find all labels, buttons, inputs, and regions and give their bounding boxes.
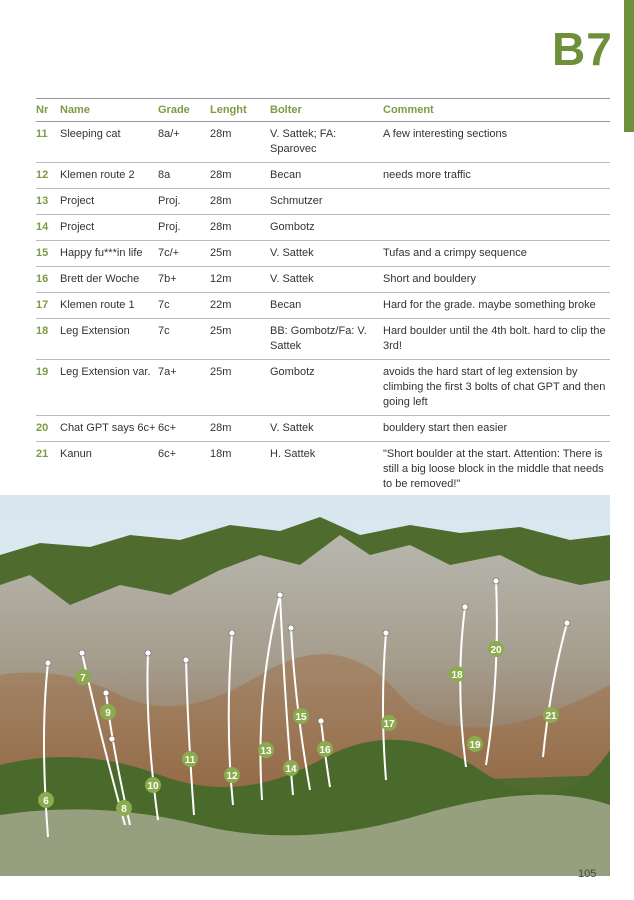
- table-row: [36, 416, 610, 442]
- route-comment: avoids the hard start of leg extension by climbing the first 3 bolts of chat GPT and then going left: [383, 360, 610, 416]
- svg-text:16: 16: [319, 745, 331, 756]
- route-name: Project: [60, 215, 158, 241]
- table-row: [36, 442, 610, 498]
- route-grade: 6c+: [158, 416, 210, 442]
- route-marker-12: [224, 767, 240, 783]
- route-marker-8: [116, 800, 132, 816]
- route-name: Leg Extension var.: [60, 360, 158, 416]
- route-marker-18: [449, 666, 465, 682]
- route-length: 25m: [210, 360, 270, 416]
- route-nr: 20: [36, 416, 60, 442]
- route-marker-19: [467, 736, 483, 752]
- route-marker-13: [258, 742, 274, 758]
- route-name: Klemen route 1: [60, 293, 158, 319]
- route-name: Klemen route 2: [60, 163, 158, 189]
- page-number: 105: [578, 868, 597, 880]
- route-grade: 7b+: [158, 267, 210, 293]
- route-nr: 12: [36, 163, 60, 189]
- route-grade: 7a+: [158, 360, 210, 416]
- svg-text:19: 19: [469, 740, 481, 751]
- table-row: [36, 241, 610, 267]
- route-length: 22m: [210, 293, 270, 319]
- route-length: 12m: [210, 267, 270, 293]
- route-bolter: V. Sattek: [270, 416, 383, 442]
- route-comment: Tufas and a crimpy sequence: [383, 241, 610, 267]
- route-bolter: Gombotz: [270, 360, 383, 416]
- route-bolter: Becan: [270, 293, 383, 319]
- route-bolter: V. Sattek: [270, 241, 383, 267]
- svg-text:15: 15: [295, 712, 307, 723]
- route-length: 28m: [210, 122, 270, 163]
- route-comment: Short and bouldery: [383, 267, 610, 293]
- svg-text:6: 6: [43, 796, 49, 807]
- route-grade: Proj.: [158, 215, 210, 241]
- route-marker-16: [317, 741, 333, 757]
- table-row: [36, 215, 610, 241]
- route-comment: "Short boulder at the start. Attention: There is still a big loose block in the middle that needs to be removed!": [383, 442, 610, 498]
- route-nr: 17: [36, 293, 60, 319]
- route-marker-21: [543, 707, 559, 723]
- route-nr: 13: [36, 189, 60, 215]
- route-marker-20: [488, 641, 504, 657]
- route-comment: Hard boulder until the 4th bolt. hard to clip the 3rd!: [383, 319, 610, 360]
- route-grade: 7c: [158, 319, 210, 360]
- route-bolter: H. Sattek: [270, 442, 383, 498]
- table-row: [36, 360, 610, 416]
- route-comment: [383, 215, 610, 241]
- route-name: Happy fu***in life: [60, 241, 158, 267]
- table-header-row: [36, 99, 610, 122]
- route-grade: 7c/+: [158, 241, 210, 267]
- route-comment: Hard for the grade. maybe something broke: [383, 293, 610, 319]
- route-name: Sleeping cat: [60, 122, 158, 163]
- route-marker-7: [75, 669, 91, 685]
- route-grade: Proj.: [158, 189, 210, 215]
- route-grade: 7c: [158, 293, 210, 319]
- route-length: 28m: [210, 215, 270, 241]
- route-marker-11: [182, 751, 198, 767]
- svg-text:21: 21: [545, 711, 557, 722]
- route-nr: 21: [36, 442, 60, 498]
- svg-text:11: 11: [184, 755, 196, 766]
- route-length: 18m: [210, 442, 270, 498]
- route-bolter: Schmutzer: [270, 189, 383, 215]
- section-title: B7: [552, 23, 613, 75]
- route-bolter: V. Sattek: [270, 267, 383, 293]
- route-nr: 18: [36, 319, 60, 360]
- route-bolter: BB: Gombotz/Fa: V. Sattek: [270, 319, 383, 360]
- svg-text:14: 14: [285, 764, 297, 775]
- route-length: 25m: [210, 241, 270, 267]
- route-marker-15: [293, 708, 309, 724]
- route-name: Leg Extension: [60, 319, 158, 360]
- route-bolter: Gombotz: [270, 215, 383, 241]
- header-comment: Comment: [383, 99, 610, 122]
- route-marker-10: [145, 777, 161, 793]
- table-row: [36, 267, 610, 293]
- route-nr: 15: [36, 241, 60, 267]
- route-nr: 11: [36, 122, 60, 163]
- svg-text:8: 8: [121, 804, 127, 815]
- route-comment: bouldery start then easier: [383, 416, 610, 442]
- route-grade: 8a: [158, 163, 210, 189]
- route-grade: 6c+: [158, 442, 210, 498]
- header-length: Lenght: [210, 99, 270, 122]
- svg-text:9: 9: [105, 708, 111, 719]
- table-row: [36, 122, 610, 163]
- routes-table: [36, 98, 610, 498]
- header-nr: Nr: [36, 99, 60, 122]
- route-marker-14: [283, 760, 299, 776]
- topo-photo-svg: [0, 495, 610, 876]
- route-marker-17: [381, 715, 397, 731]
- svg-text:18: 18: [451, 670, 463, 681]
- route-bolter: V. Sattek; FA: Sparovec: [270, 122, 383, 163]
- svg-text:10: 10: [147, 781, 159, 792]
- section-side-bar: [624, 0, 634, 132]
- route-comment: needs more traffic: [383, 163, 610, 189]
- route-length: 28m: [210, 163, 270, 189]
- route-nr: 16: [36, 267, 60, 293]
- route-name: Kanun: [60, 442, 158, 498]
- route-bolter: Becan: [270, 163, 383, 189]
- route-comment: [383, 189, 610, 215]
- route-length: 28m: [210, 189, 270, 215]
- route-nr: 19: [36, 360, 60, 416]
- header-grade: Grade: [158, 99, 210, 122]
- table-row: [36, 163, 610, 189]
- route-marker-9: [100, 704, 116, 720]
- header-name: Name: [60, 99, 158, 122]
- table-row: [36, 189, 610, 215]
- route-name: Project: [60, 189, 158, 215]
- header-bolter: Bolter: [270, 99, 383, 122]
- table-row: [36, 293, 610, 319]
- route-grade: 8a/+: [158, 122, 210, 163]
- svg-text:13: 13: [260, 746, 272, 757]
- svg-text:12: 12: [226, 771, 238, 782]
- svg-text:7: 7: [80, 673, 86, 684]
- route-length: 28m: [210, 416, 270, 442]
- topo-photo: [0, 495, 610, 876]
- route-nr: 14: [36, 215, 60, 241]
- route-comment: A few interesting sections: [383, 122, 610, 163]
- route-name: Chat GPT says 6c+: [60, 416, 158, 442]
- svg-text:20: 20: [490, 645, 502, 656]
- route-marker-6: [38, 792, 54, 808]
- table-row: [36, 319, 610, 360]
- route-length: 25m: [210, 319, 270, 360]
- svg-text:17: 17: [383, 719, 395, 730]
- route-name: Brett der Woche: [60, 267, 158, 293]
